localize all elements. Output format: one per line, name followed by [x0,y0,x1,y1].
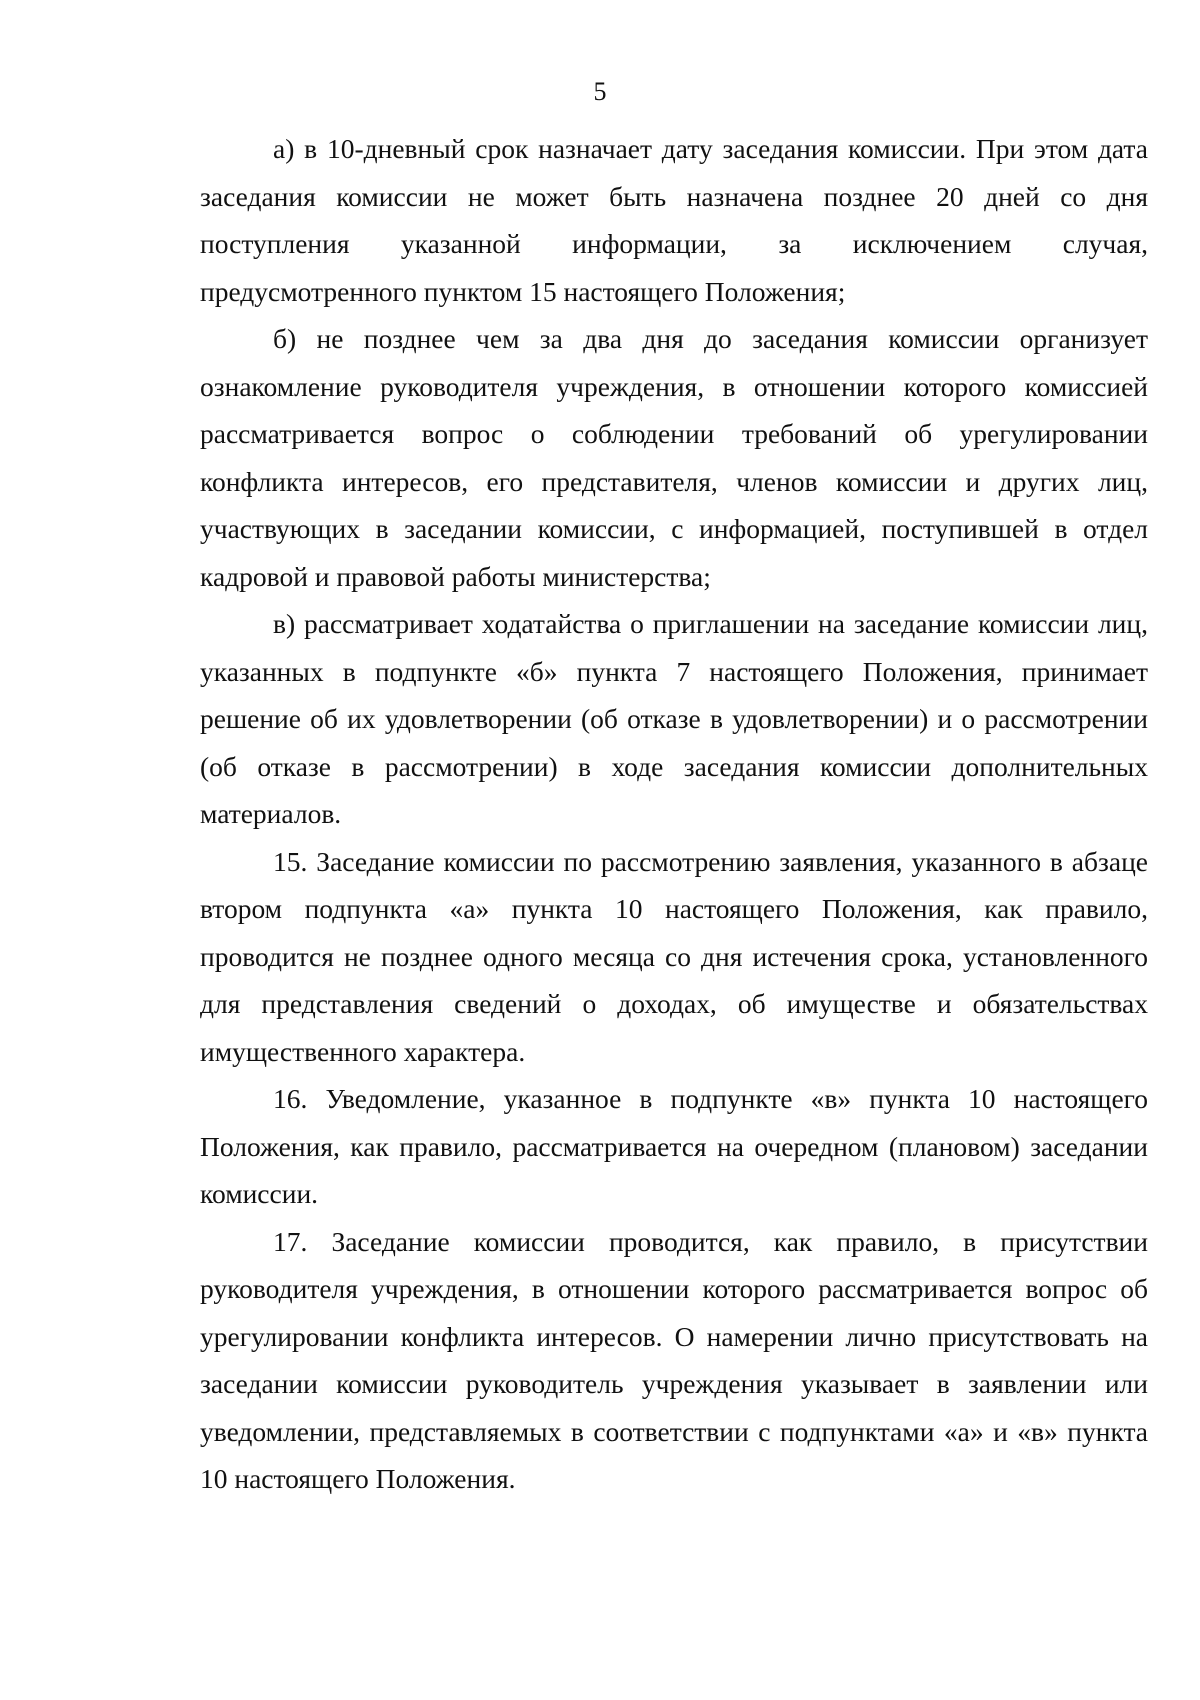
document-body [200,125,1148,1503]
paragraph-item-17: 17. Заседание комиссии проводится, как правило, в присутствии руководителя учреждения, в отношении которого рассматривается вопрос об урегулировании конфликта интересов. О намерении лично присутствовать на заседании комиссии руководитель учреждения указывает в заявлении или уведомлении, представляемых в соответствии с подпунктами «а» и «в» пункта 10 настоящего Положения. [200,1225,1148,1494]
paragraph-subitem-b: б) не позднее чем за два дня до заседания комиссии организует ознакомление руководителя учреждения, в отношении которого комиссией рассматривается вопрос о соблюдении требований об урегулировании конфликта интересов, его представителя, членов комиссии и других лиц, участвующих в заседании комиссии, с информацией, поступившей в отдел кадровой и правовой работы министерства; [200,323,1148,592]
paragraph-subitem-v: в) рассматривает ходатайства о приглашении на заседание комиссии лиц, указанных в подпункте «б» пункта 7 настоящего Положения, принимает решение об их удовлетворении (об отказе в удовлетворении) и о рассмотрении (об отказе в рассмотрении) в ходе заседания комиссии дополнительных материалов. [200,608,1148,829]
paragraph-item-16: 16. Уведомление, указанное в подпункте «в» пункта 10 настоящего Положения, как правило, рассматривается на очередном (плановом) заседании комиссии. [200,1083,1148,1209]
page-number: 5 [593,77,607,106]
paragraph-item-15: 15. Заседание комиссии по рассмотрению заявления, указанного в абзаце втором подпункта «а» пункта 10 настоящего Положения, как правило, проводится не позднее одного месяца со дня истечения срока, установленного для представления сведений о доходах, об имуществе и обязательствах имущественного характера. [200,845,1148,1067]
paragraph-subitem-a: а) в 10-дневный срок назначает дату заседания комиссии. При этом дата заседания комиссии не может быть назначена позднее 20 дней со дня поступления указанной информации, за исключением случая, предусмотренного пунктом 15 настоящего Положения; [200,133,1148,307]
